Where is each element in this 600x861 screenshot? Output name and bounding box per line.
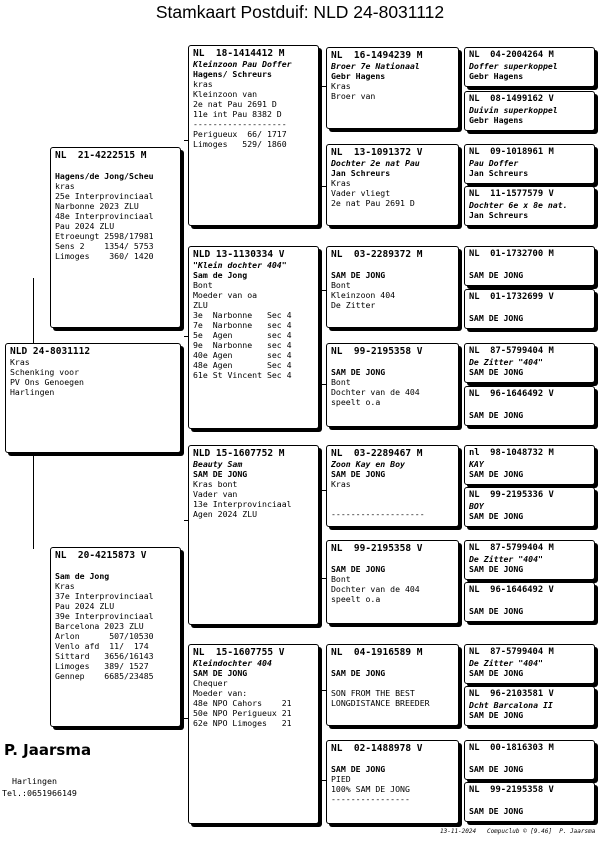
ring-number: NL 21-4222515 M: [55, 150, 147, 161]
pigeon-name: Dochter 6e x 8e nat.: [469, 200, 568, 210]
text-line: Schenking voor: [10, 367, 80, 377]
pigeon-name: Doffer superkoppel: [469, 61, 558, 71]
spacer: [331, 658, 454, 668]
pigeon-name: BOY: [469, 501, 484, 511]
g4-card[interactable]: [464, 445, 595, 485]
text-line: Pau 2024 ZLU: [55, 221, 115, 231]
text-line: Kleinzoon 404: [331, 290, 396, 300]
ring-number: NL 03-2289372 M: [331, 249, 423, 260]
g4-card[interactable]: [464, 91, 595, 131]
breeder-name: SAM DE JONG: [331, 564, 386, 574]
text-line: Bont: [331, 377, 351, 387]
ring-number: NL 04-2004264 M: [469, 50, 554, 60]
connector: [33, 452, 34, 549]
ring-number: NL 18-1414412 M: [193, 48, 285, 59]
breeder-name: SAM DE JONG: [469, 764, 524, 774]
ring-number: NL 87-5799404 M: [469, 647, 554, 657]
text-line: LONGDISTANCE BREEDER: [331, 698, 430, 708]
text-line: Limoges 389/ 1527: [55, 661, 149, 671]
text-line: Barcelona 2023 ZLU: [55, 621, 144, 631]
text-line: Perigueux 66/ 1717: [193, 129, 287, 139]
text-line: Limoges 529/ 1860: [193, 139, 287, 149]
ring-number: NLD 24-8031112: [10, 346, 91, 357]
text-line: ZLU: [193, 300, 208, 310]
text-line: PIED: [331, 774, 351, 784]
text-line: 7e Narbonne sec 4: [193, 320, 292, 330]
great-grandparent-card[interactable]: [326, 246, 459, 328]
spacer: [469, 400, 590, 410]
text-line: SON FROM THE BEST: [331, 688, 415, 698]
g4-card[interactable]: [464, 343, 595, 383]
spacer: [469, 754, 590, 764]
text-line: 37e Interprovinciaal: [55, 591, 154, 601]
ring-number: NL 01-1732699 V: [469, 292, 554, 302]
text-line: Etroeungt 2598/17981: [55, 231, 154, 241]
text-line: Bont: [331, 280, 351, 290]
text-line: Kras: [331, 178, 351, 188]
pigeon-name: Beauty Sam: [193, 459, 243, 469]
text-line: Moeder van oa: [193, 290, 258, 300]
grandfather-maternal-card[interactable]: [188, 445, 319, 625]
pigeon-name: Pau Doffer: [469, 158, 519, 168]
ring-number: NL 87-5799404 M: [469, 346, 554, 356]
text-line: Broer van: [331, 91, 376, 101]
text-line: 13e Interprovinciaal: [193, 499, 292, 509]
ring-number: NL 09-1018961 M: [469, 147, 554, 157]
ring-number: NL 03-2289467 M: [331, 448, 423, 459]
text-line: speelt o.a: [331, 397, 381, 407]
text-line: Agen 2024 ZLU: [193, 509, 258, 519]
grandmother-maternal-card[interactable]: [188, 644, 319, 824]
great-grandparent-card[interactable]: [326, 144, 459, 226]
pigeon-name: De Zitter "404": [469, 554, 543, 564]
owner-address: [2, 775, 77, 799]
breeder-name: Gebr Hagens: [469, 71, 524, 81]
breeder-name: Jan Schreurs: [469, 168, 529, 178]
text-line: Sens 2 1354/ 5753: [55, 241, 154, 251]
great-grandparent-card[interactable]: [326, 47, 459, 129]
text-line: 40e Agen sec 4: [193, 350, 292, 360]
ring-number: NL 99-2195358 V: [331, 346, 423, 357]
owner-name: P. Jaarsma: [4, 741, 92, 759]
text-line: Pau 2024 ZLU: [55, 601, 115, 611]
spacer: [469, 596, 590, 606]
text-line: Vader van: [193, 489, 238, 499]
text-line: 2e nat Pau 2691 D: [331, 198, 415, 208]
text-line: kras: [193, 79, 213, 89]
breeder-name: SAM DE JONG: [331, 764, 386, 774]
text-line: De Zitter: [331, 300, 376, 310]
g4-card[interactable]: [464, 289, 595, 329]
text-line: 62e NPO Limoges 21: [193, 718, 292, 728]
pigeon-name: Kleinzoon Pau Doffer: [193, 59, 292, 69]
text-line: ----------------: [331, 794, 410, 804]
text-line: 3e Narbonne Sec 4: [193, 310, 292, 320]
text-line: Bont: [193, 280, 213, 290]
pigeon-name: "Klein dochter 404": [193, 260, 287, 270]
text-line: -------------------: [331, 509, 425, 519]
g4-card[interactable]: [464, 644, 595, 684]
subject-card[interactable]: [5, 343, 181, 453]
text-line: 48e Interprovinciaal: [55, 211, 154, 221]
g4-card[interactable]: [464, 47, 595, 87]
text-line: Kras: [10, 357, 30, 367]
spacer: [331, 357, 454, 367]
father-card[interactable]: [50, 147, 181, 328]
breeder-name: SAM DE JONG: [469, 806, 524, 816]
ring-number: NL 08-1499162 V: [469, 94, 554, 104]
text-line: 9e Narbonne sec 4: [193, 340, 292, 350]
breeder-name: Hagens/ Schreurs: [193, 69, 272, 79]
spacer: [55, 561, 176, 571]
spacer: [331, 754, 454, 764]
ring-number: NL 96-1646492 V: [469, 389, 554, 399]
great-grandparent-card[interactable]: [326, 644, 459, 726]
g4-card[interactable]: [464, 386, 595, 426]
text-line: Moeder van:: [193, 688, 248, 698]
breeder-name: SAM DE JONG: [469, 564, 524, 574]
ring-number: NL 96-1646492 V: [469, 585, 554, 595]
text-line: Narbonne 2023 ZLU: [55, 201, 139, 211]
spacer: [469, 260, 590, 270]
grandfather-paternal-card[interactable]: [188, 45, 319, 226]
breeder-name: SAM DE JONG: [469, 270, 524, 280]
g4-card[interactable]: [464, 782, 595, 822]
great-grandparent-card[interactable]: [326, 540, 459, 624]
breeder-name: Hagens/de Jong/Scheu: [55, 171, 154, 181]
breeder-name: Gebr Hagens: [469, 115, 524, 125]
pigeon-name: Dochter 2e nat Pau: [331, 158, 420, 168]
connector: [33, 278, 34, 344]
mother-card[interactable]: [50, 547, 181, 727]
text-line: Dochter van de 404: [331, 584, 420, 594]
text-line: Bont: [331, 574, 351, 584]
grandmother-paternal-card[interactable]: [188, 246, 319, 429]
text-line: 5e Agen sec 4: [193, 330, 292, 340]
ring-number: NLD 15-1607752 M: [193, 448, 285, 459]
spacer: [331, 554, 454, 564]
g4-card[interactable]: [464, 740, 595, 780]
breeder-name: SAM DE JONG: [193, 469, 248, 479]
text-line: 100% SAM DE JONG: [331, 784, 410, 794]
spacer: [55, 161, 176, 171]
ring-number: NL 04-1916589 M: [331, 647, 423, 658]
text-line: PV Ons Genoegen: [10, 377, 84, 387]
pigeon-name: Broer 7e Nationaal: [331, 61, 420, 71]
spacer: [469, 303, 590, 313]
text-line: Chequer: [193, 678, 228, 688]
pigeon-name: Kleindochter 404: [193, 658, 272, 668]
breeder-name: Jan Schreurs: [469, 210, 529, 220]
ring-number: NL 96-2103581 V: [469, 689, 554, 699]
pigeon-name: Zoon Kay en Boy: [331, 459, 405, 469]
text-line: 61e St Vincent Sec 4: [193, 370, 292, 380]
breeder-name: SAM DE JONG: [469, 511, 524, 521]
text-line: -------------------: [193, 119, 287, 129]
text-line: Kras: [331, 81, 351, 91]
breeder-name: SAM DE JONG: [469, 410, 524, 420]
pigeon-name: De Zitter "404": [469, 357, 543, 367]
text-line: Kras: [331, 479, 351, 489]
text-line: kras: [55, 181, 75, 191]
ring-number: NLD 13-1130334 V: [193, 249, 285, 260]
breeder-name: Sam de Jong: [193, 270, 248, 280]
text-line: Dochter van de 404: [331, 387, 420, 397]
ring-number: NL 99-2195358 V: [331, 543, 423, 554]
text-line: Harlingen: [10, 387, 55, 397]
text-line: Kras bont: [193, 479, 238, 489]
g4-card[interactable]: [464, 540, 595, 580]
text-line: Arlon 507/10530: [55, 631, 154, 641]
ring-number: NL 11-1577579 V: [469, 189, 554, 199]
text-line: 48e NPO Cahors 21: [193, 698, 292, 708]
pigeon-name: KAY: [469, 459, 484, 469]
owner-city: Harlingen: [12, 776, 57, 786]
owner-phone: Tel.:0651966149: [2, 788, 77, 798]
breeder-name: Sam de Jong: [55, 571, 110, 581]
ring-number: NL 15-1607755 V: [193, 647, 285, 658]
text-line: Sittard 3656/16143: [55, 651, 154, 661]
ring-number: NL 20-4215873 V: [55, 550, 147, 561]
ring-number: NL 99-2195358 V: [469, 785, 554, 795]
breeder-name: SAM DE JONG: [331, 469, 386, 479]
breeder-name: SAM DE JONG: [193, 668, 248, 678]
breeder-name: SAM DE JONG: [469, 469, 524, 479]
text-line: 39e Interprovinciaal: [55, 611, 154, 621]
spacer: [331, 678, 454, 688]
breeder-name: SAM DE JONG: [331, 367, 386, 377]
great-grandparent-card[interactable]: [326, 740, 459, 824]
g4-card[interactable]: [464, 186, 595, 226]
text-line: speelt o.a: [331, 594, 381, 604]
text-line: Limoges 360/ 1420: [55, 251, 154, 261]
text-line: Kras: [55, 581, 75, 591]
text-line: 25e Interprovinciaal: [55, 191, 154, 201]
breeder-name: SAM DE JONG: [469, 367, 524, 377]
breeder-name: SAM DE JONG: [469, 710, 524, 720]
breeder-name: SAM DE JONG: [331, 668, 386, 678]
ring-number: NL 16-1494239 M: [331, 50, 423, 61]
ring-number: nl 98-1048732 M: [469, 448, 554, 458]
spacer: [331, 260, 454, 270]
ring-number: NL 99-2195336 V: [469, 490, 554, 500]
spacer: [469, 796, 590, 806]
ring-number: NL 01-1732700 M: [469, 249, 554, 259]
footer-text: 13-11-2024 Compuclub © [9.46] P. Jaarsma: [440, 828, 596, 835]
text-line: 2e nat Pau 2691 D: [193, 99, 277, 109]
g4-card[interactable]: [464, 246, 595, 286]
pigeon-name: De Zitter "404": [469, 658, 543, 668]
ring-number: NL 02-1488978 V: [331, 743, 423, 754]
g4-card[interactable]: [464, 487, 595, 527]
spacer: [331, 489, 454, 509]
great-grandparent-card[interactable]: [326, 445, 459, 527]
text-line: 48e Agen Sec 4: [193, 360, 292, 370]
text-line: Gennep 6685/23485: [55, 671, 154, 681]
great-grandparent-card[interactable]: [326, 343, 459, 427]
page-title: Stamkaart Postduif: NLD 24-8031112: [155, 2, 445, 22]
text-line: Kleinzoon van: [193, 89, 258, 99]
breeder-name: SAM DE JONG: [469, 313, 524, 323]
breeder-name: SAM DE JONG: [469, 668, 524, 678]
pigeon-name: Duivin superkoppel: [469, 105, 558, 115]
text-line: 50e NPO Perigueux 21: [193, 708, 292, 718]
g4-card[interactable]: [464, 686, 595, 726]
ring-number: NL 13-1091372 V: [331, 147, 423, 158]
g4-card[interactable]: [464, 144, 595, 184]
g4-card[interactable]: [464, 582, 595, 622]
breeder-name: SAM DE JONG: [469, 606, 524, 616]
breeder-name: SAM DE JONG: [331, 270, 386, 280]
text-line: 11e int Pau 8382 D: [193, 109, 282, 119]
pigeon-name: Dcht Barcalona II: [469, 700, 553, 710]
text-line: Venlo afd 11/ 174: [55, 641, 149, 651]
text-line: Vader vliegt: [331, 188, 391, 198]
breeder-name: Jan Schreurs: [331, 168, 391, 178]
breeder-name: Gebr Hagens: [331, 71, 386, 81]
ring-number: NL 00-1816303 M: [469, 743, 554, 753]
ring-number: NL 87-5799404 M: [469, 543, 554, 553]
